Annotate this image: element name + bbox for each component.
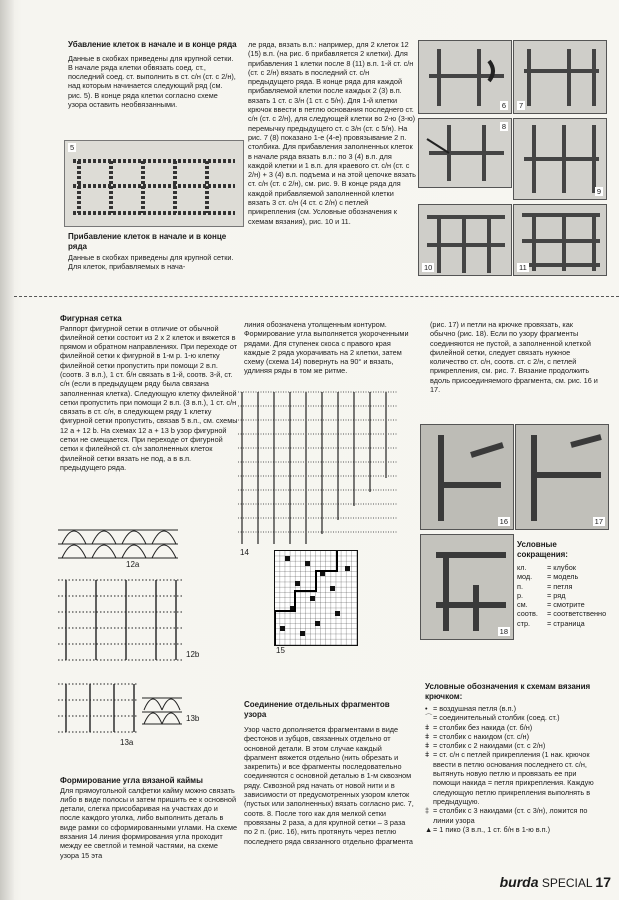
chart-13a [58,676,138,740]
chart-15 [274,550,358,646]
chart-15-label: 15 [276,646,285,655]
chart-13a-label: 13a [120,738,134,747]
abbreviation-row [517,563,609,572]
chart-14 [238,384,398,546]
photo-9 [513,118,607,200]
column-3-block [430,320,598,394]
legend-row [425,713,605,722]
photo-9-image [514,119,606,199]
footer [500,874,611,890]
abbreviations-list [517,563,609,628]
legend-row [425,825,605,834]
text-corner-cont: линия обозначена утолщенным контуром. Формирование угла выполняется укороченными рядами. Для ступенек скоса с правого края каждые 2 ряда укорачивать на 2 клетки, затем схему (схема 14) повернуть на 90° и вязать, удлиняя ряды в том же ритме. [244,320,409,376]
legend-text: = столбик с 3 накидами (ст. с 3/н), ложится по линии узора [433,806,588,825]
section-divider [14,296,619,297]
photo-17-image [516,425,608,529]
chart-13b-label: 13b [186,714,200,723]
abbreviation-row [517,600,609,609]
chart-12a [58,522,178,566]
abbreviations [517,540,609,628]
photo-10 [418,204,512,276]
photo-7-label: 7 [519,101,524,110]
photo-17 [515,424,609,530]
legend-symbol: ǂ [425,722,430,732]
legend-symbol: ▲ [425,824,433,834]
figure-5-label: 5 [70,143,75,152]
abbreviation-key: соотв. [517,609,538,619]
column-2-block-2 [244,700,414,846]
legend-list [425,704,605,834]
abbreviation-key: стр. [517,618,531,628]
abbreviation-key: мод. [517,572,533,582]
legend-text: = столбик с 2 накидами (ст. с 2/н) [433,741,546,751]
chart-12b-diagram [58,574,182,662]
abbreviation-value: = клубок [547,563,576,572]
abbreviation-row [517,619,609,628]
abbreviation-row [517,591,609,600]
top-middle-block [248,40,416,226]
photo-8-label: 8 [501,122,506,131]
text-increase: Данные в скобках приведены для крупной сетки. Для клеток, прибавляемых в нача- [68,253,234,272]
column-2-block [244,320,414,376]
heading-corner: Формирование угла вязаной каймы [60,776,203,785]
legend-row [425,806,605,825]
photo-18 [420,534,514,640]
legend-row [425,732,605,741]
chart-13b [142,686,182,726]
text-increase-cont: ле ряда, вязать в.п.: например, для 2 клеток 12 (15) в.п. (на рис. 6 прибавляется 2 клетки). Для прибавления 1 клетки после 8 (11) в.п. 1-й ст. с/н (ст. с 2/н) вязать в последний ст. с/н предыдущего ряда. В конце ряда для каждой прибавляемой клетки после каждых 2 (3) в.п. вязать 1 ст. с 3/н (1 ст. с 5/н). Для 1-й клетки крючок ввести в петлю основания последнего ст. с/н (ст. с 2/н), для следующей клетки во 2-ю (3-ю) перемычку предыдущего ст. с 3/н (ст. с 5/н). На рис. 7 (8) показано 1-е (4-е) провязывание 2 п. столбика. Для прибавления заполненных клеток в начале ряда вязать в.п.: по 3 (4) в.п. для каждой клетки и 1 в.п. для краевого ст. с/н (ст. с 2/н) + 3 (4) в.п. подъема и на этой цепочке вязать ст. с/н (ст. с 2/н), см. рис. 9. В конце ряда для каждой прибавляемой заполненной клетки вязать 3 ст. с/н (4 ст. с 2/н) с петлей прикрепления (см. Условные обозначения к схемам вязания), рис. 10 и 11. [248,40,416,226]
legend-row [425,741,605,750]
top-left-block [68,40,238,109]
legend-symbol: ǂ [425,731,430,741]
abbreviation-row [517,609,609,618]
photo-9-label: 9 [596,187,601,196]
chart-12b-label: 12b [186,650,200,659]
photo-10-label: 10 [424,263,433,272]
figure-5 [64,140,244,227]
photo-8-image [419,119,511,187]
legend-text: = ст. с/н с петлей прикрепления (1 нак. крючок ввести в петлю основания последнего ст. с/н, вытянуть новую петлю и провязать ее при помощи накида = петля прикрепления. Каждую следующую петлю прикрепления выполнять в предыдущую. [433,750,594,806]
abbreviation-value: = страница [547,618,585,628]
photo-11 [513,204,607,276]
heading-increase: Прибавление клеток в начале и в конце ряда [68,232,227,251]
heading-joining: Соединение отдельных фрагментов узора [244,700,390,719]
photo-16-image [421,425,513,529]
abbreviation-value: = петля [547,581,573,591]
footer-series: SPECIAL [541,876,593,890]
abbreviation-row [517,572,609,581]
legend-symbol: ⌒ [425,713,433,723]
photo-7-image [514,41,606,113]
heading-figure-mesh: Фигурная сетка [60,314,122,323]
photo-8 [418,118,512,188]
legend-text: = столбик без накида (ст. б/н) [433,722,533,732]
text-joining: Узор часто дополняется фрагментами в виде фестонов и зубцов, связанных отдельно от основной детали. В этом случае каждый фрагмент вяжется отдельно (нить обрезать и закрепить) и все фрагменты последовательно соединяются с основной деталью в 1-м сквозном ряду. Сквозной ряд начать от новой нити и в зависимости от предусмотренных узором клеток (пустых или заполненных) вязать согласно рис. 7, соотв. 8. После того как для мелкой сетки провязаны 2 раза, а для крупной сетки – 3 раза по 2 п. (рис. 16), нить протянуть через петлю последнего ряда связанного отдельно фрагмента [244,725,414,846]
chart-12a-label: 12a [126,560,140,569]
top-left-block-2 [68,232,238,272]
abbreviation-value: = ряд [547,590,566,600]
column-1-block-2 [60,776,238,860]
photo-18-label: 18 [499,627,508,636]
page-number: 17 [595,874,611,890]
abbreviation-value: = смотрите [547,600,585,610]
legend-symbol: • [425,704,428,713]
legend-text: = столбик с накидом (ст. с/н) [433,731,530,741]
chart-14-diagram [238,384,398,546]
legend-symbol: ǂ [425,741,430,751]
column-1-block [60,314,238,472]
photo-17-label: 17 [594,517,603,526]
text-joining-cont: (рис. 17) и петли на крючке провязать, как обычно (рис. 18). Если по узору фрагменты соединяются не пустой, а заполненной клеткой филейной сетки, следует связать нужное количество ст. с/н, соотв. ст. с 2/н, с петлей прикрепления, см. рис. 7. Вязание продолжить вдоль присоединяемого фрагмента, см. рис. 16 и 17. [430,320,598,395]
abbreviation-value: = модель [547,572,579,582]
photo-6 [418,40,512,114]
abbreviation-key: см. [517,600,528,610]
photo-6-image [419,41,511,113]
chart-13b-diagram [142,686,182,726]
photo-16-label: 16 [499,517,508,526]
abbreviation-key: р. [517,590,524,600]
text-figure-mesh: Раппорт фигурной сетки в отличие от обычной филейной сетки состоит из 2 x 2 клеток и вяжется в прямом и обратном направлениях. При переходе от филейной сетки к фигурной в 1-м р. 1-ю клетку филейной сетки пропустить при помощи 2 в.п. (соотв. 3 в.п.), 1 ст. б/н связать в 1-й, соотв. 3-й, ст. с/н (если в предыдущем ряду была связана заполненная клетка). Следующую клетку филейной сетки пропустить при помощи 2 в.п. (3 в.п.), 1 ст. с/н связать в ст. с/н, в следующем ряду 1 клетку фигурной сетки пропустить, связав 5 в.п., см. схемы 12 а + 12 b. На схемах 12 а + 13 b узор фигурной сетки не смещается. При переходе от фигурной сетки к филейной ст. с/н заполненных клеток филейной сетки вязать не под, а в в.п. предыдущего ряда. [60,323,238,472]
photo-16 [420,424,514,530]
legend-row [425,704,605,713]
legend-row [425,750,605,806]
text-corner: Для прямоугольной салфетки кайму можно связать либо в виде полосы и затем пришить ее к основной детали, слегка присобаривая на участках до и после каждого уголка, либо выполнить деталь в виде рамки со сформированными углами. На схеме вязания 14 линия формирования угла проходит между ее светлой и темной частями, на схеме узора 15 эта [60,785,238,860]
photo-11-label: 11 [519,263,527,272]
abbreviation-row [517,582,609,591]
page-spine [0,0,14,900]
abbreviation-key: п. [517,581,523,591]
abbreviations-title: Условные сокращения: [517,540,568,559]
legend-text: = соединительный столбик (соед. ст.) [433,713,560,723]
photo-18-image [421,535,513,639]
figure-5-illustration [65,141,243,226]
chart-12b [58,574,182,662]
legend-symbol: ‡ [425,806,430,816]
abbreviation-key: кл. [517,563,527,572]
chart-14-label: 14 [240,548,249,557]
legend-symbol: ǂ [425,750,430,760]
footer-brand: burda [499,874,539,890]
heading-decrease: Убавление клеток в начале и в конце ряда [68,40,237,49]
legend-block [425,682,605,834]
chart-12a-diagram [58,522,178,566]
legend-row [425,723,605,732]
text-decrease: Данные в скобках приведены для крупной сетки. В начале ряда клетки обвязать соед. ст., последний соед. ст. выполнить в ст. с/н (ст. с 2/н), над которым начинается следующий ряд (см. рис. 5). В конце ряда клетки согласно схеме узора оставить необвязанными. [68,53,236,109]
photo-7 [513,40,607,114]
photo-6-label: 6 [501,101,506,110]
legend-title: Условные обозначения к схемам вязания крючком: [425,682,591,701]
chart-15-grid [275,551,357,645]
legend-text: = 1 пико (3 в.п., 1 ст. б/н в 1-ю в.п.) [433,824,551,834]
legend-text: = воздушная петля (в.п.) [433,704,516,713]
chart-13a-diagram [58,676,138,740]
abbreviation-value: = соответственно [547,609,607,619]
